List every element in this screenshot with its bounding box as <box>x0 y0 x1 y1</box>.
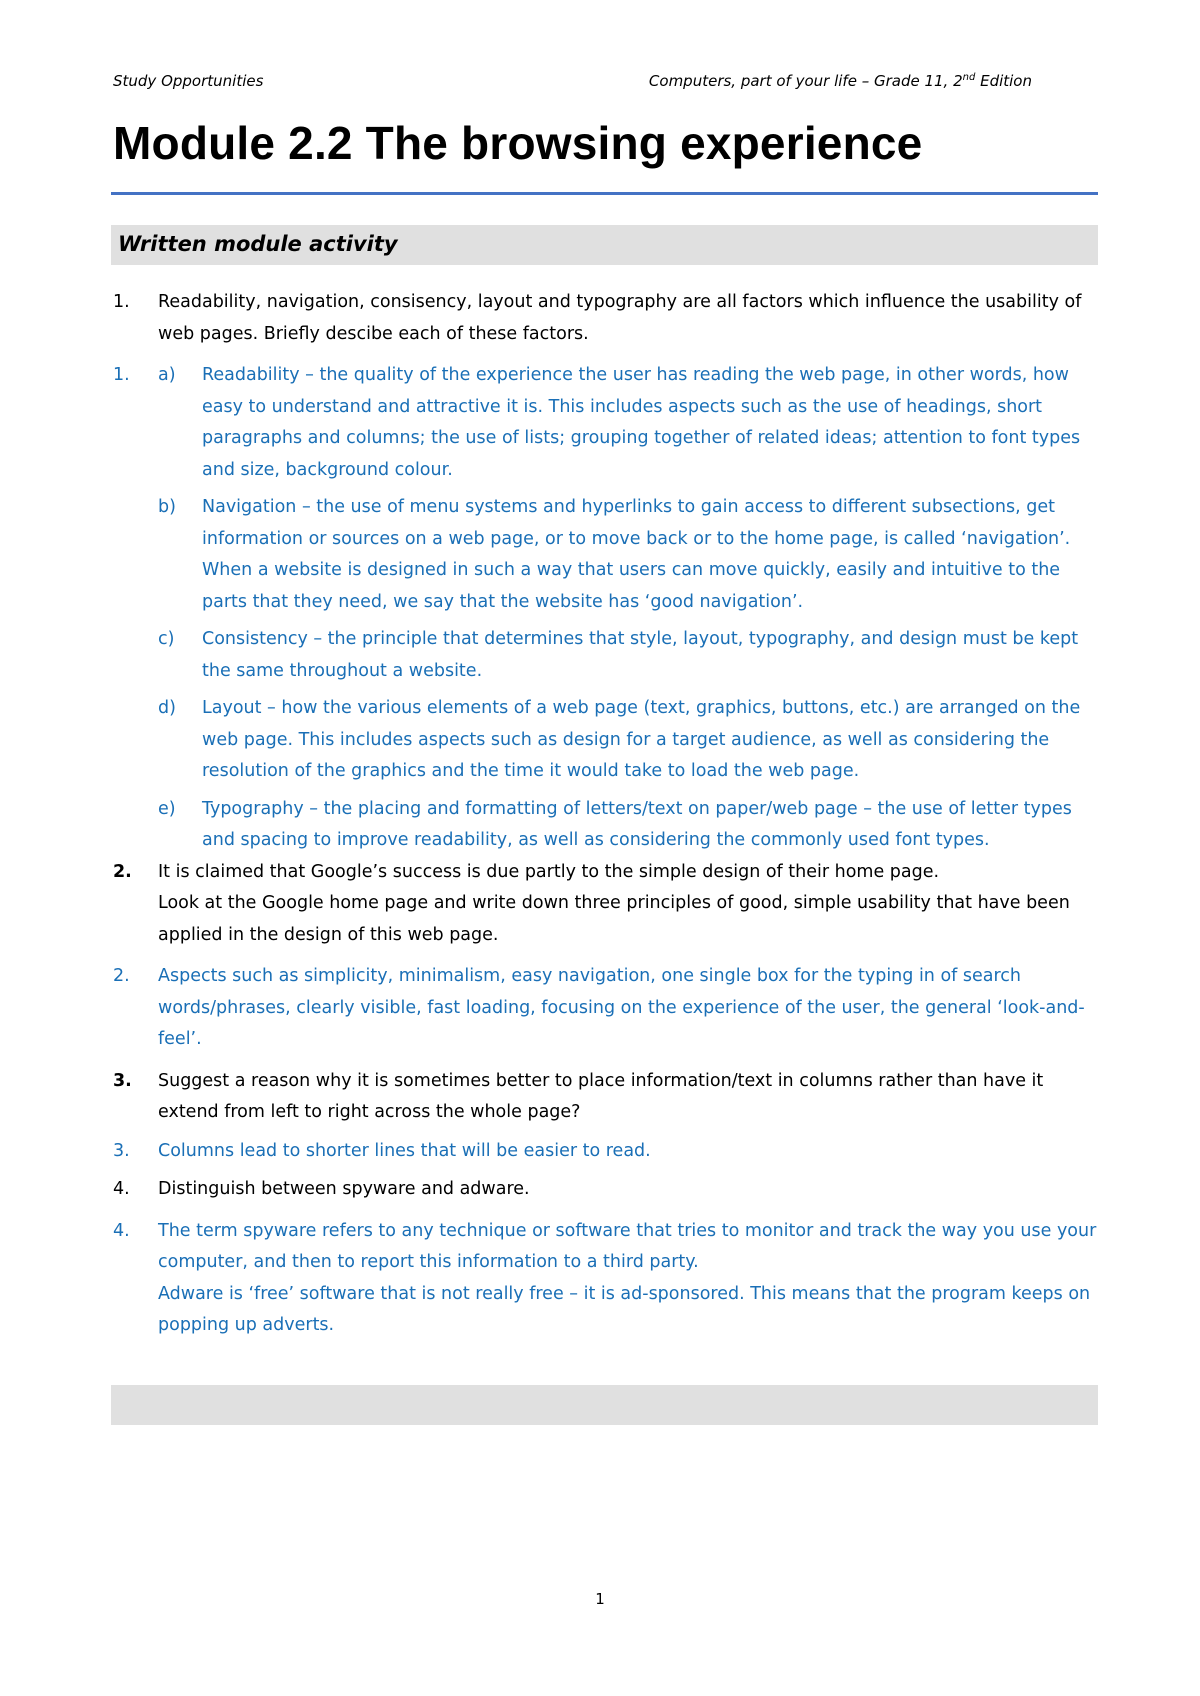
answer-number: 4. <box>113 1220 130 1241</box>
question-4 <box>113 1174 1098 1206</box>
question-text-line-2: Look at the Google home page and write down three principles of good, simple usability that have been applied in the design of this web page. <box>158 893 1070 945</box>
section-title: Written module activity <box>118 232 398 256</box>
page-title: Module 2.2 The browsing experience <box>113 117 923 169</box>
answer-1-part-a <box>158 360 1098 486</box>
answer-3 <box>113 1136 1098 1168</box>
question-3 <box>113 1066 1098 1129</box>
answer-text-paragraph-2: Adware is ‘free’ software that is not really free – it is ad-sponsored. This means that the program keeps on popping up adverts. <box>158 1283 1091 1335</box>
running-header-right <box>649 72 1032 90</box>
answer-4 <box>113 1216 1098 1342</box>
question-text-line-1: It is claimed that Google’s success is due partly to the simple design of their home page. <box>158 861 940 882</box>
question-1 <box>113 287 1098 350</box>
part-letter: e) <box>158 798 176 819</box>
answer-1-part-c <box>158 624 1098 687</box>
answer-number: 2. <box>113 966 130 986</box>
section-header-bar <box>111 225 1098 265</box>
question-text: Readability, navigation, consisency, layout and typography are all factors which influence the usability of web pages. Briefly descibe each of these factors. <box>158 292 1082 344</box>
part-letter: b) <box>158 497 176 517</box>
activity-content <box>113 287 1098 1342</box>
part-text: Layout – how the various elements of a web page (text, graphics, buttons, etc.) are arranged on the web page. This includes aspects such as design for a target audience, as well as considering the resolution of the graphics and the time it would take to load the web page. <box>202 698 1081 781</box>
answer-text: Aspects such as simplicity, minimalism, easy navigation, one single box for the typing in of search words/phrases, clearly visible, fast loading, focusing on the experience of the user, the general ‘look-and-feel’. <box>158 966 1085 1049</box>
answer-1-part-d <box>158 693 1098 788</box>
part-letter: a) <box>158 365 176 385</box>
title-underline <box>111 192 1098 195</box>
question-text: Suggest a reason why it is sometimes better to place information/text in columns rather than have it extend from left to right across the whole page? <box>158 1070 1044 1122</box>
answer-2 <box>113 961 1098 1056</box>
running-header-superscript: nd <box>962 72 976 83</box>
part-letter: c) <box>158 629 175 649</box>
part-text: Consistency – the principle that determines that style, layout, typography, and design must be kept the same throughout a website. <box>202 629 1079 681</box>
answer-1-part-b <box>158 492 1098 618</box>
part-text: Readability – the quality of the experience the user has reading the web page, in other words, how easy to understand and attractive it is. This includes aspects such as the use of headings, short paragraphs and columns; the use of lists; grouping together of related ideas; attention to font types and size, background colour. <box>202 365 1081 480</box>
question-text: Distinguish between spyware and adware. <box>158 1179 530 1199</box>
answer-text: Columns lead to shorter lines that will be easier to read. <box>158 1140 651 1161</box>
part-letter: d) <box>158 698 176 718</box>
running-header-right-text: Computers, part of your life – Grade 11, 2 <box>648 72 963 90</box>
section-footer-bar <box>111 1385 1098 1425</box>
page-number: 1 <box>595 1590 605 1608</box>
question-number: 4. <box>113 1179 130 1199</box>
answer-1-part-e <box>158 794 1098 857</box>
question-number: 2. <box>113 861 132 882</box>
running-header-left: Study Opportunities <box>113 72 264 90</box>
answer-number: 1. <box>113 365 130 385</box>
question-number: 1. <box>113 292 130 312</box>
question-number: 3. <box>113 1070 132 1091</box>
answer-number: 3. <box>113 1140 130 1161</box>
part-text: Typography – the placing and formatting of letters/text on paper/web page – the use of letter types and spacing to improve readability, as well as considering the commonly used font types. <box>202 798 1072 850</box>
running-header-right-suffix: Edition <box>975 72 1032 90</box>
part-text: Navigation – the use of menu systems and hyperlinks to gain access to different subsections, get information or sources on a web page, or to move back or to the home page, is called ‘navigation’. When a website is designed in such a way that users can move quickly, easily and intuitive to the parts that they need, we say that the website has ‘good navigation’. <box>202 497 1071 612</box>
answer-text-paragraph-1: The term spyware refers to any technique or software that tries to monitor and track the way you use your computer, and then to report this information to a third party. <box>158 1220 1097 1272</box>
answer-1 <box>113 360 1098 857</box>
question-2 <box>113 857 1098 952</box>
